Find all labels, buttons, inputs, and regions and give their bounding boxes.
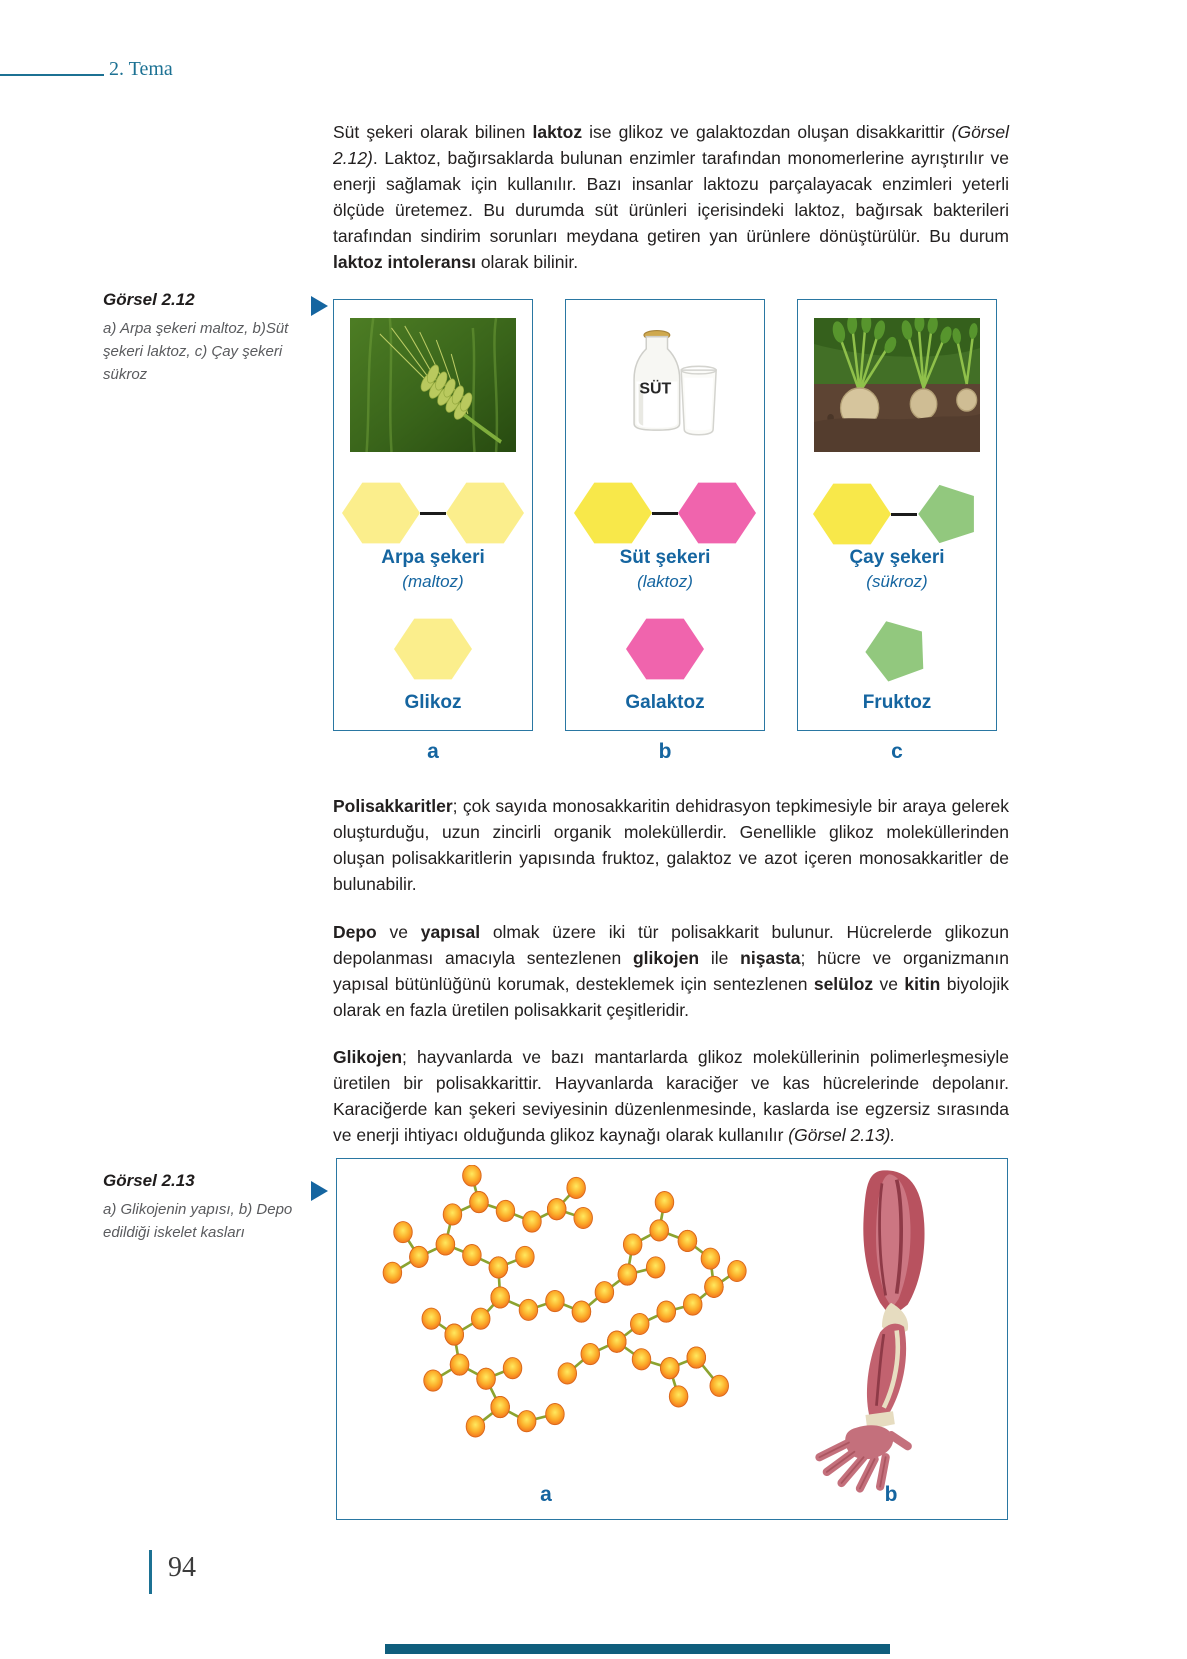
page-number-rule: [149, 1550, 152, 1594]
monosaccharide-name: Galaktoz: [625, 692, 705, 713]
glycosidic-bond: [652, 512, 678, 515]
wheat-photo: [350, 318, 516, 452]
panel-letter-a: a: [540, 1483, 552, 1506]
glycogen-structure-diagram: [347, 1165, 777, 1483]
wheat-illustration: [350, 318, 516, 452]
monosaccharide-name: Fruktoz: [862, 692, 932, 713]
footer-bar: [385, 1644, 890, 1654]
panel-letter-c: c: [891, 740, 903, 763]
arm-muscle-illustration: [795, 1165, 991, 1505]
disaccharide-alt-name: (laktoz): [637, 572, 693, 591]
figure-2-12-caption: a) Arpa şekeri maltoz, b)Süt şekeri laktoz, c) Çay şekeri sükroz: [103, 320, 289, 383]
glycosidic-bond: [420, 512, 446, 515]
maltose-diagram: [342, 482, 524, 544]
disaccharide-name: Arpa şekeri: [381, 547, 485, 568]
figure-2-12-panel-c: [797, 299, 997, 731]
paragraph-depo-yapisal: Depo ve yapısal olmak üzere iki tür polisakkarit bulunur. Hücrelerde glikozun depolanması amacıyla sentezlenen glikojen ile nişasta; hücre ve organizmanın yapısal bütünlüğünü korumak, desteklemek için sentezlenen selüloz ve kitin biyolojik olarak en fazla üretilen polisakkarit çeşitleridir.: [333, 922, 1009, 1020]
glycosidic-bond: [891, 513, 917, 516]
theme-label: 2. Tema: [109, 58, 173, 80]
header-rule: [0, 74, 104, 76]
lactose-diagram: [574, 482, 756, 544]
glucose-hexagon: [574, 482, 652, 544]
figure-pointer-icon: [311, 1181, 328, 1201]
paragraph-polisakkaritler: Polisakkaritler; çok sayıda monosakkaritin dehidrasyon tepkimesiyle bir araya gelerek oluşturduğu, uzun zincirli organik moleküllerdir. Genellikle glikoz moleküllerinden oluşan polisakkaritlerin yapısında fruktoz, galaktoz ve azot içeren monosakkaritler de bulunabilir.: [333, 796, 1009, 894]
figure-pointer-icon: [311, 296, 328, 316]
disaccharide-alt-name: (maltoz): [402, 572, 464, 591]
fructose-pentagon: [917, 482, 981, 546]
panel-letter-a: a: [427, 740, 439, 763]
disaccharide-alt-name: (sükroz): [866, 572, 928, 591]
paragraph-laktoz: Süt şekeri olarak bilinen laktoz ise glikoz ve galaktozdan oluşan disakkarittir (Görsel 2.12). Laktoz, bağırsaklarda bulunan enzimler tarafından monomerlerine ayrıştırılır ve enerji sağlamak için kullanılır. Bazı insanlar laktozu parçalayacak enzimleri yeterli ölçüde üretemez. Bu durumda süt ürünleri içerisindeki laktoz, bağırsak bakterileri tarafından sindirim sorunları meydana getiren yan ürünlere dönüştürülür. Bu durum laktoz intoleransı olarak bilinir.: [333, 122, 1009, 272]
disaccharide-name: Çay şekeri: [849, 547, 945, 568]
panel-letter-b: b: [884, 1483, 898, 1506]
glucose-hexagon: [394, 618, 472, 685]
fructose-pentagon: [864, 618, 930, 689]
glucose-hexagon: [813, 483, 891, 545]
milk-photo: [590, 308, 742, 452]
panel-letter-b: b: [658, 740, 672, 763]
galactose-hexagon: [678, 482, 756, 544]
sugar-beet-photo: [814, 318, 980, 452]
figure-2-12-panel-a: [333, 299, 533, 731]
milk-bottle-label: SÜT: [639, 380, 672, 398]
figure-2-13-box: [336, 1158, 1008, 1520]
sugar-beet-illustration: [814, 318, 980, 452]
milk-illustration: [590, 308, 742, 452]
galactose-hexagon: [626, 618, 704, 685]
page-number: 94: [168, 1552, 196, 1583]
paragraph-glikojen: Glikojen; hayvanlarda ve bazı mantarlarda glikoz moleküllerinin polimerleşmesiyle üretilen bir polisakkarittir. Hayvanlarda karaciğer ve kas hücrelerinde depolanır. Karaciğerde kan şekeri seviyesinin düzenlenmesinde, kaslarda ise egzersiz sırasında ve enerji ihtiyacı olduğunda glikoz kaynağı olarak kullanılır (Görsel 2.13).: [333, 1047, 1009, 1145]
figure-2-13-label: Görsel 2.13: [103, 1171, 195, 1190]
glucose-hexagon: [446, 482, 524, 544]
figure-2-12-panel-b: [565, 299, 765, 731]
sucrose-diagram: [813, 482, 981, 546]
monosaccharide-name: Glikoz: [404, 692, 462, 713]
disaccharide-name: Süt şekeri: [619, 547, 711, 568]
figure-2-13-caption: a) Glikojenin yapısı, b) Depo edildiği iskelet kasları: [103, 1201, 293, 1241]
glucose-hexagon: [342, 482, 420, 544]
figure-2-12-label: Görsel 2.12: [103, 290, 195, 309]
